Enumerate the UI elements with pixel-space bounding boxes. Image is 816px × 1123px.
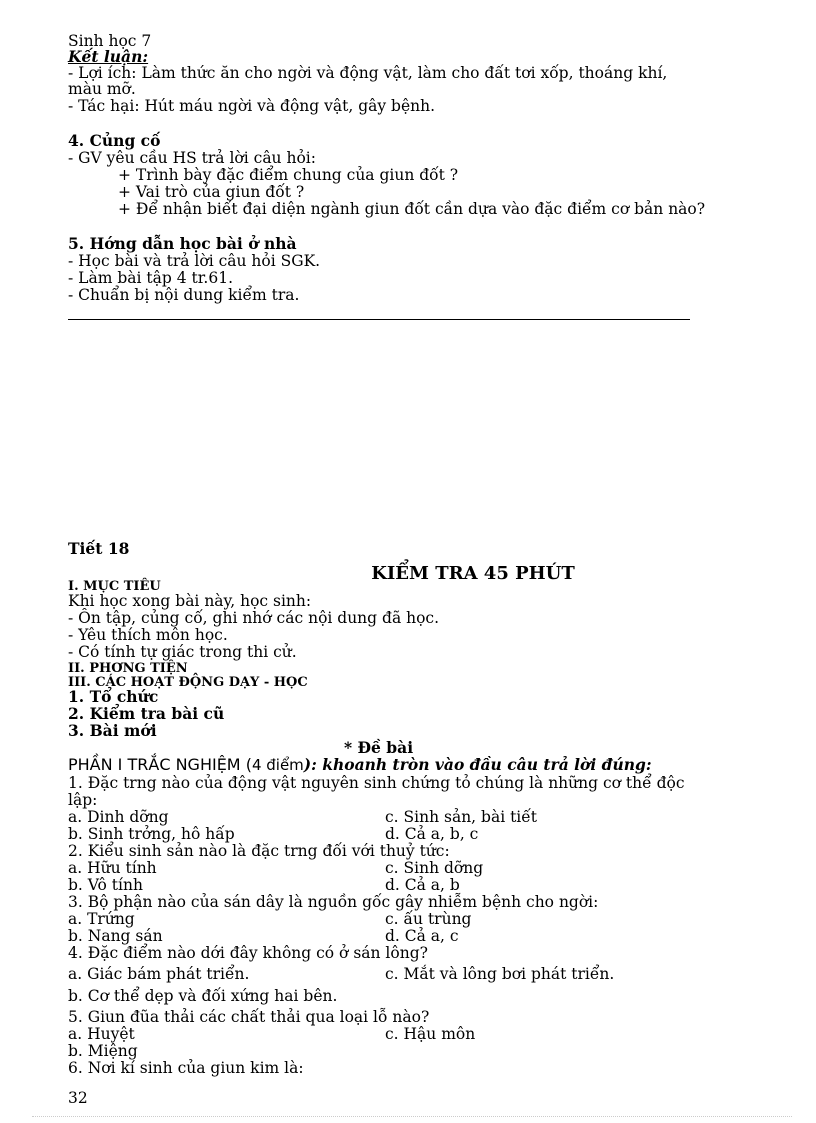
question-text: 2. Kiểu sinh sản nào là đặc trng đối với thuỷ tức: bbox=[68, 842, 450, 860]
homework-item: - Học bài và trả lời câu hỏi SGK. bbox=[68, 252, 321, 270]
consolidation-question: + Vai trò của giun đốt ? bbox=[118, 183, 305, 201]
answer-option: c. ấu trùng bbox=[385, 910, 472, 928]
section-heading-means: II. PHƠNG TIỆN bbox=[68, 661, 188, 676]
answer-option: b. Nang sán bbox=[68, 927, 163, 945]
answer-option: b. Miệng bbox=[68, 1042, 138, 1060]
consolidation-question: + Để nhận biết đại diện ngành giun đốt cần dựa vào đặc điểm cơ bản nào? bbox=[118, 200, 706, 218]
objective-item: - Yêu thích môn học. bbox=[68, 626, 228, 644]
activity-step: 3. Bài mới bbox=[68, 721, 157, 740]
answer-option: c. Mắt và lông bơi phát triển. bbox=[385, 965, 615, 983]
answer-option: d. Cả a, b, c bbox=[385, 825, 479, 843]
lesson-title: KIỂM TRA 45 PHÚT bbox=[371, 563, 575, 584]
exam-heading: * Đề bài bbox=[344, 738, 414, 757]
part1-instruction: ): khoanh tròn vào đầu câu trả lời đúng: bbox=[303, 755, 652, 774]
part1-label: PHẦN I TRẮC NGHIỆM ( bbox=[68, 755, 252, 774]
objectives-intro: Khi học xong bài này, học sinh: bbox=[68, 592, 312, 610]
running-header: Sinh học 7 bbox=[68, 32, 152, 50]
homework-item: - Làm bài tập 4 tr.61. bbox=[68, 269, 233, 287]
question-text: 3. Bộ phận nào của sán dây là nguồn gốc gây nhiễm bệnh cho ngời: bbox=[68, 893, 599, 911]
answer-option: a. Trứng bbox=[68, 910, 135, 928]
answer-option: c. Sinh sản, bài tiết bbox=[385, 808, 538, 826]
conclusion-benefit-line1: - Lợi ích: Làm thức ăn cho ngời và động vật, làm cho đất tơi xốp, thoáng khí, bbox=[68, 64, 668, 82]
section-heading-activities: III. CÁC HOẠT ĐỘNG DẠY - HỌC bbox=[68, 675, 308, 690]
answer-option: c. Sinh dỡng bbox=[385, 859, 484, 877]
consolidation-heading: 4. Củng cố bbox=[68, 131, 161, 150]
answer-option: a. Huyệt bbox=[68, 1025, 135, 1043]
answer-option: c. Hậu môn bbox=[385, 1025, 476, 1043]
answer-option: b. Vô tính bbox=[68, 876, 143, 894]
section-divider bbox=[68, 319, 690, 320]
question-text: 6. Nơi kí sinh của giun kim là: bbox=[68, 1059, 304, 1077]
question-text: 5. Giun đũa thải các chất thải qua loại lỗ nào? bbox=[68, 1008, 430, 1026]
objective-item: - Ôn tập, củng cố, ghi nhớ các nội dung đã học. bbox=[68, 609, 440, 627]
answer-option: a. Hữu tính bbox=[68, 859, 157, 877]
answer-option: b. Cơ thể dẹp và đối xứng hai bên. bbox=[68, 987, 338, 1005]
answer-option: a. Dinh dỡng bbox=[68, 808, 169, 826]
conclusion-harm: - Tác hại: Hút máu ngời và động vật, gây bệnh. bbox=[68, 97, 436, 115]
homework-item: - Chuẩn bị nội dung kiểm tra. bbox=[68, 286, 300, 304]
answer-option: b. Sinh trởng, hô hấp bbox=[68, 825, 235, 843]
answer-option: d. Cả a, c bbox=[385, 927, 459, 945]
footer-rule bbox=[32, 1116, 792, 1117]
homework-heading: 5. Hớng dẫn học bài ở nhà bbox=[68, 234, 297, 253]
activity-step: 1. Tổ chức bbox=[68, 687, 159, 706]
part1-points: 4 điểm bbox=[251, 756, 304, 774]
conclusion-label: Kết luận: bbox=[68, 47, 149, 66]
question-text: lập: bbox=[68, 791, 98, 809]
consolidation-question: + Trình bày đặc điểm chung của giun đốt ? bbox=[118, 166, 459, 184]
answer-option: a. Giác bám phát triển. bbox=[68, 965, 250, 983]
part1-heading bbox=[68, 757, 652, 773]
consolidation-intro: - GV yêu cầu HS trả lời câu hỏi: bbox=[68, 149, 316, 167]
objective-item: - Có tính tự giác trong thi cử. bbox=[68, 643, 297, 661]
page-number: 32 bbox=[68, 1089, 88, 1107]
question-text: 1. Đặc trng nào của động vật nguyên sinh chứng tỏ chúng là những cơ thể độc bbox=[68, 774, 685, 792]
lesson-number: Tiết 18 bbox=[68, 539, 130, 558]
question-text: 4. Đặc điểm nào dới đây không có ở sán lông? bbox=[68, 944, 428, 962]
conclusion-benefit-line2: màu mỡ. bbox=[68, 80, 136, 98]
answer-option: d. Cả a, b bbox=[385, 876, 460, 894]
activity-step: 2. Kiểm tra bài cũ bbox=[68, 704, 225, 723]
section-heading-objectives: I. MỤC TIÊU bbox=[68, 579, 161, 594]
